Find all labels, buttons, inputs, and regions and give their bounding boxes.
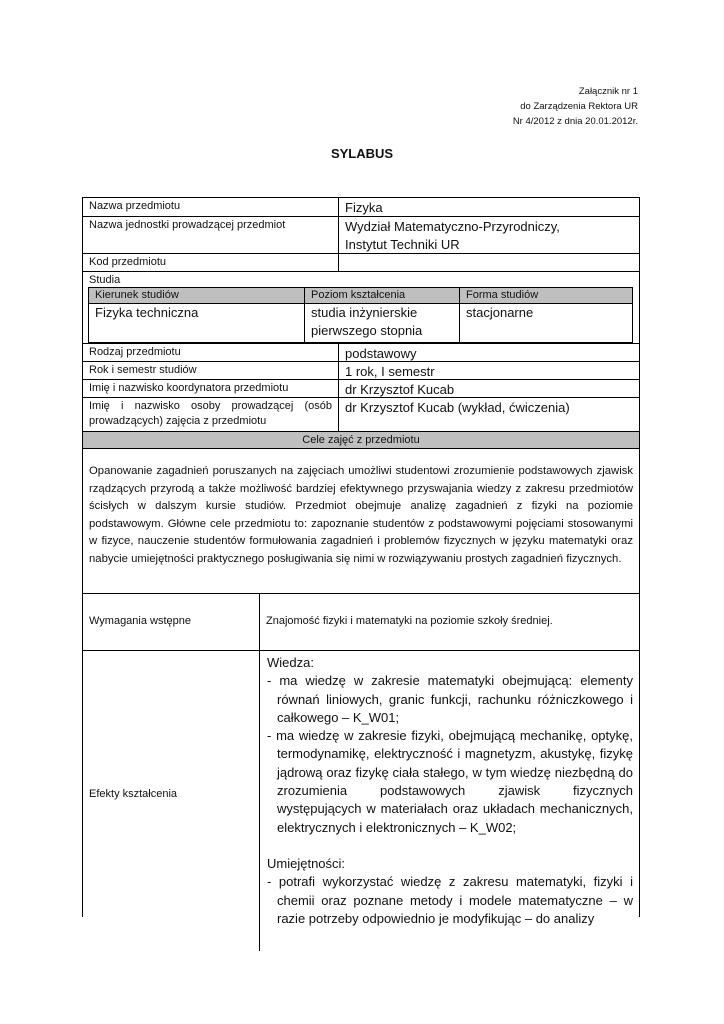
knowledge-item-math: - ma wiedzę w zakresie matematyki obejmującą: elementy równań liniowych, granic funkcji, rachunku różniczkowego i całkowego – K_W01; [267,673,633,725]
ordinance-number-line: Nr 4/2012 z dnia 20.01.2012r. [512,116,638,127]
level-value-line2: pierwszego stopnia [311,323,423,338]
row-type [83,344,639,362]
unit-value [338,217,639,253]
teachers-label [83,398,338,431]
studies-subtable [88,287,633,343]
level-value-line1: studia inżynierskie [311,305,418,320]
teachers-value: dr Krzysztof Kucab (wykład, ćwiczenia) [338,398,639,431]
prerequisites-label: Wymagania wstępne [89,615,192,627]
code-label: Kod przedmiotu [89,256,167,268]
year-label: Rok i semestr studiów [89,364,197,376]
unit-value-line1: Wydział Matematyczno-Przyrodniczy, [345,219,560,234]
level-header: Poziom kształcenia [304,288,459,303]
unit-value-line2: Instytut Techniki UR [345,237,460,252]
field-value: Fizyka techniczna [95,305,199,320]
level-value [304,303,459,342]
teachers-label-line2: prowadzących) zajęcia z przedmiotu [89,415,267,427]
row-studies [83,272,639,344]
row-year [83,362,639,380]
prerequisites-value: Znajomość fizyki i matematyki na poziomie szkoły średniej. [259,594,639,650]
row-code [83,254,639,272]
form-value: stacjonarne [459,303,632,342]
skills-item-apply: - potrafi wykorzystać wiedzę z zakresu matematyki, fizyki i chemii oraz poznane metody i modele matematyczne – w razie potrzeby odpowiednio je modyfikując – do analizy [267,874,633,926]
goals-text: Opanowanie zagadnień poruszanych na zajęciach umożliwi studentowi zrozumienie podstawowych zjawisk rządzących przyrodą a także możliwość bardziej efektywnego przyswajania wiedzy z zakresu przedmiotów ścisłych w dalszym kursie studiów. Przedmiot obejmuje analizę zagadnień z fizyki na poziomie podstawowym. Główne cele przedmiotu to: zapoznanie studentów z podstawowymi pojęciami stosowanymi w fizyce, nauczenie studentów formułowania zagadnień i problemów fizycznych w języku matematyki oraz nabycie umiejętności praktycznego posługiwania się nimi w rozwiązywaniu prostych zagadnień fizycznych. [89,465,633,565]
year-value: 1 rok, I semestr [338,362,639,379]
ordinance-line: do Zarządzenia Rektora UR [520,101,638,112]
studies-header-row [88,287,633,304]
outcomes-label: Efekty kształcenia [89,788,178,800]
code-value [338,254,639,271]
outcomes-content [259,651,639,951]
knowledge-item-physics: - ma wiedzę w zakresie fizyki, obejmującą mechanikę, optykę, termodynamikę, elektryczność i magnetyzm, akustykę, fizykę jądrową oraz fizykę ciała stałego, w tym wiedzę niezbędną do zrozumienia podstawowych zjawisk fizycznych występujących w materiałach oraz układach mechanicznych, elektrycznych i elektronicznych – K_W02; [267,728,633,835]
syllabus-table [82,197,640,926]
row-outcomes [83,651,639,951]
knowledge-heading: Wiedza: [267,655,314,670]
type-value: podstawowy [338,344,639,361]
attachment-line: Załącznik nr 1 [578,86,638,97]
coordinator-value: dr Krzysztof Kucab [338,380,639,397]
goals-header: Cele zajęć z przedmiotu [83,432,639,449]
row-teachers [83,398,639,432]
coordinator-label: Imię i nazwisko koordynatora przedmiotu [89,382,289,394]
course-name-value: Fizyka [338,198,639,216]
teachers-label-line1: Imię i nazwisko osoby prowadzącej (osób [89,400,332,412]
row-unit [83,217,639,254]
type-label: Rodzaj przedmiotu [89,346,181,358]
row-course-name [83,198,639,217]
row-goals-text [83,449,639,594]
unit-label: Nazwa jednostki prowadzącej przedmiot [89,219,286,231]
course-name-label: Nazwa przedmiotu [89,200,181,212]
studies-label: Studia [89,274,121,286]
skills-heading: Umiejętności: [267,855,346,871]
form-header: Forma studiów [459,288,632,303]
page-title: SYLABUS [330,146,394,161]
row-prerequisites [83,594,639,651]
studies-value-row [88,303,633,343]
row-coordinator [83,380,639,398]
document-header [513,84,638,129]
field-header: Kierunek studiów [95,289,179,301]
